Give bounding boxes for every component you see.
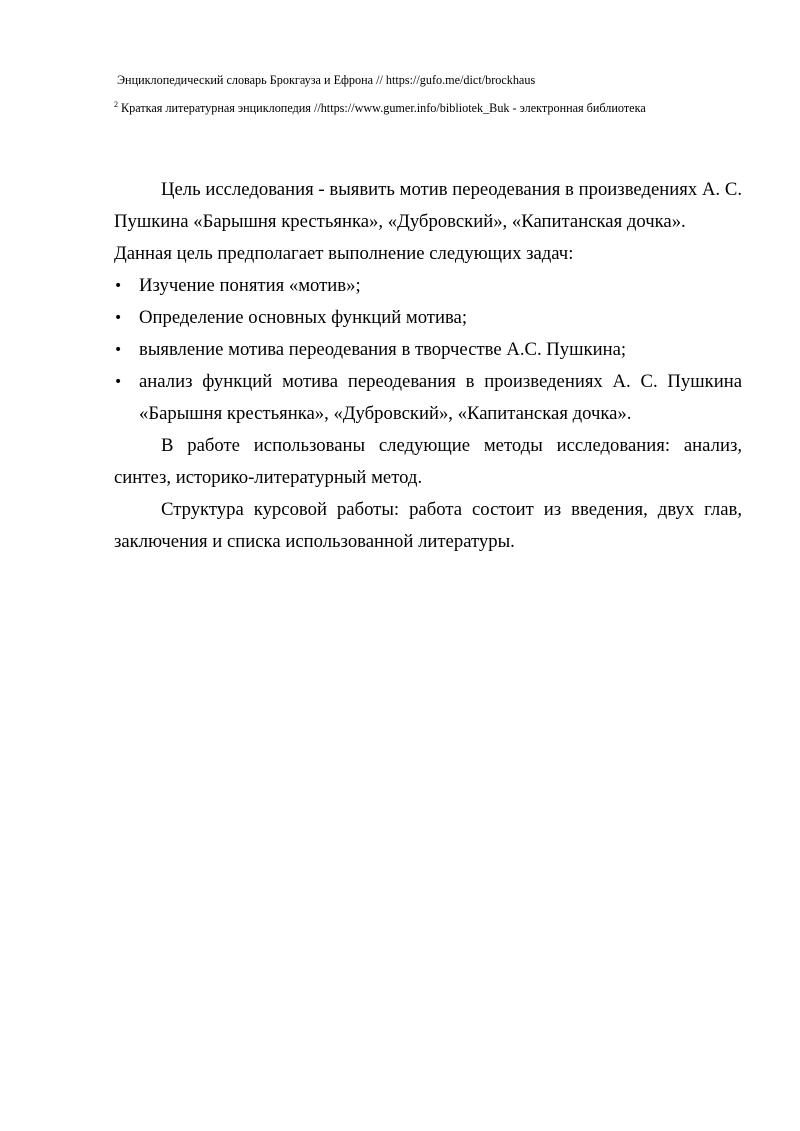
task-text: анализ функций мотива переодевания в произведениях А. С. Пушкина «Барышня крестьянка», «Дубровский», «Капитанская дочка». <box>139 371 742 424</box>
list-item <box>114 334 742 366</box>
bullet-icon: • <box>114 278 123 294</box>
list-item <box>114 302 742 334</box>
methods-paragraph: В работе использованы следующие методы исследования: анализ, синтез, историко-литературный метод. <box>114 435 742 488</box>
footnote-text: Краткая литературная энциклопедия //https://www.gumer.info/bibliotek_Buk - электронная библиотека <box>121 101 646 115</box>
task-text: Определение основных функций мотива; <box>139 307 468 328</box>
structure-paragraph: Структура курсовой работы: работа состоит из введения, двух глав, заключения и списка использованной литературы. <box>114 499 742 552</box>
list-item <box>114 270 742 302</box>
body-text <box>114 174 742 558</box>
task-text: выявление мотива переодевания в творчестве А.С. Пушкина; <box>139 339 627 360</box>
tasks-intro: Данная цель предполагает выполнение следующих задач: <box>114 243 574 264</box>
footnote-1 <box>114 72 744 88</box>
bullet-icon: • <box>114 310 123 326</box>
footnote-mark: 2 <box>114 99 118 109</box>
footnote-text: Энциклопедический словарь Брокгауза и Ефрона // https://gufo.me/dict/brockhaus <box>117 73 536 87</box>
task-text: Изучение понятия «мотив»; <box>139 275 361 296</box>
task-list <box>114 270 742 430</box>
goal-paragraph: Цель исследования - выявить мотив переодевания в произведениях А. С. Пушкина «Барышня крестьянка», «Дубровский», «Капитанская дочка». <box>114 179 742 232</box>
bullet-icon: • <box>114 342 123 358</box>
bullet-icon: • <box>114 374 123 390</box>
footnote-2 <box>114 100 744 116</box>
list-item <box>114 366 742 430</box>
footnotes <box>114 72 744 116</box>
